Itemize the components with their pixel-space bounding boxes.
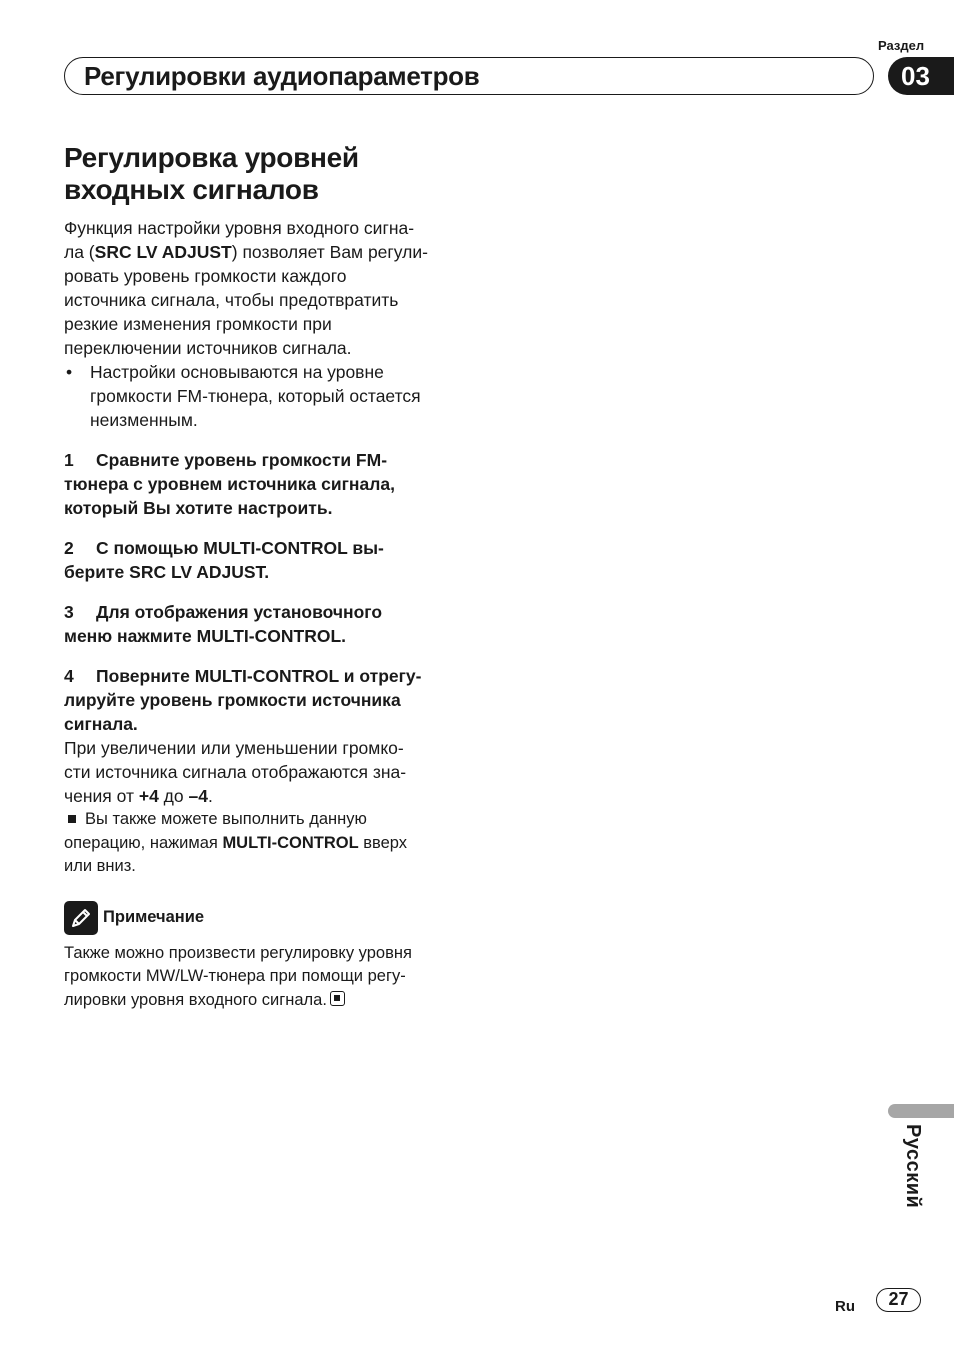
step-text: меню нажмите MULTI-CONTROL. xyxy=(64,626,346,646)
pencil-icon xyxy=(64,901,98,935)
step-text: Поверните MULTI-CONTROL и отрегу- xyxy=(96,666,422,686)
section-label: Раздел xyxy=(878,38,925,53)
step-4 xyxy=(64,664,456,736)
tip-line: или вниз. xyxy=(64,857,136,875)
intro-line: ла ( xyxy=(64,242,95,262)
page-heading xyxy=(64,142,456,206)
page-heading-line2: входных сигналов xyxy=(64,174,319,205)
multi-control-term: MULTI-CONTROL xyxy=(222,833,359,852)
step-text: С помощью MULTI-CONTROL вы- xyxy=(96,538,384,558)
intro-line: источника сигнала, чтобы предотвратить xyxy=(64,290,399,310)
note-header xyxy=(64,901,456,935)
step-text: который Вы хотите настроить. xyxy=(64,498,333,518)
desc-line: сти источника сигнала отображаются зна- xyxy=(64,762,407,782)
step-number: 3 xyxy=(64,602,74,622)
step-2 xyxy=(64,536,456,584)
tip-line: операцию, нажимая xyxy=(64,833,223,852)
step-text: берите SRC LV ADJUST. xyxy=(64,562,270,582)
bullet-line: неизменным. xyxy=(90,410,198,430)
bullet-item xyxy=(64,360,456,432)
note-title: Примечание xyxy=(103,908,205,926)
step-4-description xyxy=(64,736,456,808)
step-text: тюнера с уровнем источника сигнала, xyxy=(64,474,395,494)
intro-line: резкие изменения громкости при xyxy=(64,314,332,334)
language-label: Русский xyxy=(902,1124,924,1209)
value-min: –4 xyxy=(188,786,208,806)
desc-line: до xyxy=(158,786,189,806)
tip-line: Вы также можете выполнить данную xyxy=(85,810,367,828)
note-text xyxy=(64,942,456,1013)
page-number: 27 xyxy=(876,1288,921,1312)
language-tab xyxy=(888,1104,954,1118)
intro-paragraph xyxy=(64,216,456,360)
value-max: +4 xyxy=(138,786,159,806)
step-text: сигнала. xyxy=(64,714,138,734)
desc-line: чения от xyxy=(64,786,139,806)
bullet-line: Настройки основываются на уровне xyxy=(90,362,384,382)
intro-line: ровать уровень громкости каждого xyxy=(64,266,347,286)
section-number-badge: 03 xyxy=(888,57,954,95)
page-heading-line1: Регулировка уровней xyxy=(64,142,359,173)
desc-line: . xyxy=(207,786,213,806)
step-text: лируйте уровень громкости источника xyxy=(64,690,401,710)
intro-line: Функция настройки уровня входного сигна- xyxy=(64,218,415,238)
note-line: лировки уровня входного сигнала. xyxy=(64,990,327,1009)
chapter-title: Регулировки аудиопараметров xyxy=(84,61,480,91)
tip-line: вверх xyxy=(358,833,408,852)
bullet-line: громкости FM-тюнера, который остается xyxy=(90,386,421,406)
note-line: Также можно произвести регулировку уровня xyxy=(64,943,412,962)
tip-paragraph xyxy=(64,808,456,879)
square-bullet-icon xyxy=(68,815,76,823)
desc-line: При увеличении или уменьшении громко- xyxy=(64,738,404,758)
end-mark-icon xyxy=(330,991,345,1006)
note-line: громкости MW/LW-тюнера при помощи регу- xyxy=(64,967,406,985)
main-content xyxy=(64,142,456,1012)
step-number: 2 xyxy=(64,538,74,558)
intro-line: ) позволяет Вам регули- xyxy=(231,242,428,262)
step-text: Сравните уровень громкости FM- xyxy=(96,450,388,470)
step-text: Для отображения установочного xyxy=(96,602,383,622)
intro-line: переключении источников сигнала. xyxy=(64,338,352,358)
language-code: Ru xyxy=(835,1298,855,1315)
step-3 xyxy=(64,600,456,648)
step-1 xyxy=(64,448,456,520)
step-number: 1 xyxy=(64,450,74,470)
src-lv-adjust-term: SRC LV ADJUST xyxy=(94,242,232,262)
step-number: 4 xyxy=(64,666,74,686)
